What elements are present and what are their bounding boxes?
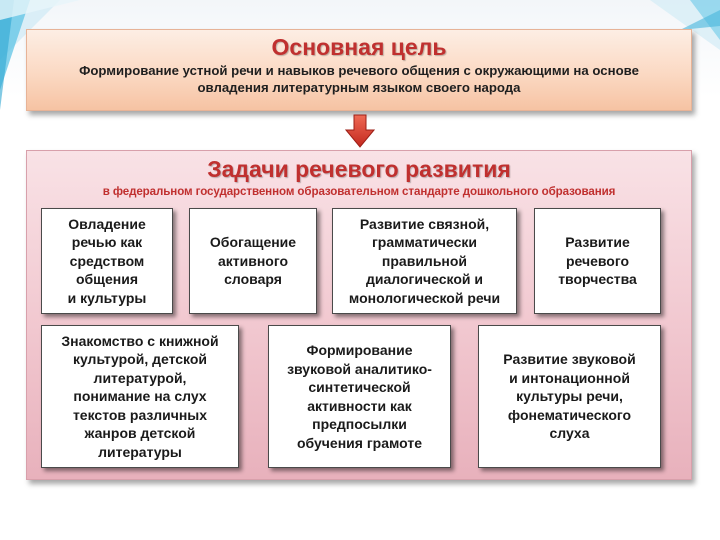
task-card-vocabulary: Обогащение активного словаря xyxy=(189,208,317,314)
main-goal-title: Основная цель xyxy=(271,34,447,60)
main-goal-text: Формирование устной речи и навыков речевого общения с окружающими на основе овладения литературным языком своего народа xyxy=(79,63,639,95)
tasks-subtitle: в федеральном государственном образовательном стандарте дошкольного образования xyxy=(102,185,616,198)
main-goal-panel xyxy=(26,29,692,111)
task-card-speech-mastery: Овладение речью как средством общения и культуры xyxy=(41,208,173,314)
tasks-title: Задачи речевого развития xyxy=(207,156,511,182)
task-card-sound-analysis: Формирование звуковой аналитико- синтетической активности как предпосылки обучения грамоте xyxy=(268,325,451,468)
task-card-sound-culture: Развитие звуковой и интонационной культуры речи, фонематического слуха xyxy=(478,325,661,468)
task-card-coherent-speech: Развитие связной, грамматически правильной диалогической и монологической речи xyxy=(332,208,517,314)
task-card-book-culture: Знакомство с книжной культурой, детской литературой, понимание на слух текстов различных жанров детской литературы xyxy=(41,325,239,468)
down-arrow-icon xyxy=(345,114,375,148)
task-card-speech-creativity: Развитие речевого творчества xyxy=(534,208,661,314)
